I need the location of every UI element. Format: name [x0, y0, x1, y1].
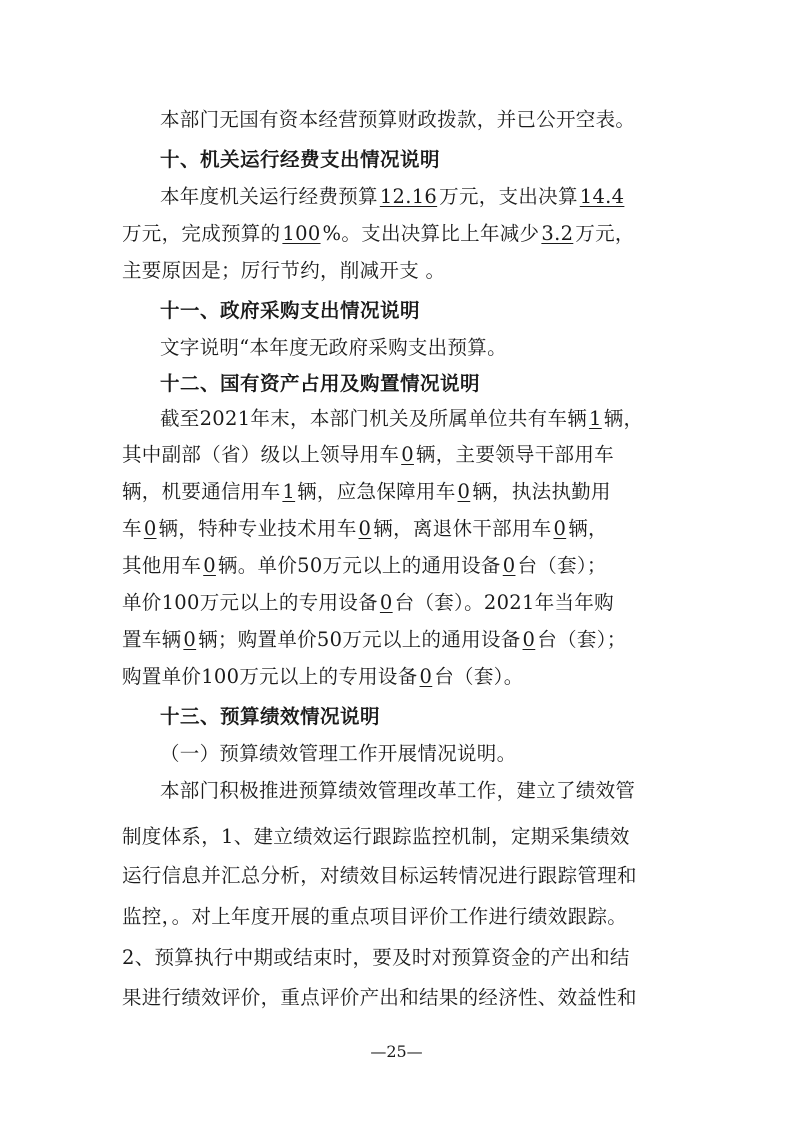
para12-line8: 购置单价100万元以上的专用设备 0 台（套）。 — [122, 665, 524, 688]
para12-line2: 其中副部（省）级以上领导用车 0 辆，主要领导干部用车 — [122, 443, 614, 466]
decrease-value: 3.2 — [541, 222, 574, 245]
para10-line3: 主要原因是；厉行节约，削减开支 。 — [122, 259, 446, 282]
heading-11: 十一、政府采购支出情况说明 — [160, 299, 421, 322]
page-number: —25— — [370, 1042, 423, 1061]
para13-line3: 运行信息并汇总分析，对绩效目标运转情况进行跟踪管理和 — [122, 864, 637, 887]
final-value: 14.4 — [579, 185, 625, 208]
heading-10: 十、机关运行经费支出情况说明 — [160, 148, 441, 171]
para13-line1: 本部门积极推进预算绩效管理改革工作，建立了绩效管 — [160, 779, 636, 802]
para10-line2: 万元，完成预算的 100 %。支出决算比上年减少 3.2 万元， — [122, 222, 635, 245]
paragraph-zero-capital: 本部门无国有资本经营预算财政拨款，并已公开空表。 — [160, 108, 636, 131]
para12-line7: 置车辆 0 辆；购置单价50万元以上的通用设备 0 台（套）； — [122, 628, 627, 651]
para13-line4: 监控，。对上年度开展的重点项目评价工作进行绩效跟踪。 — [122, 905, 628, 928]
percent-value: 100 — [282, 222, 321, 245]
para12-line4: 车 0 辆，特种专业技术用车 0 辆，离退休干部用车 0 辆， — [122, 517, 608, 540]
para12-line6: 单价100万元以上的专用设备 0 台（套）。2021年当年购 — [122, 591, 614, 614]
para13-line6: 果进行绩效评价，重点评价产出和结果的经济性、效益性和 — [122, 986, 637, 1009]
heading-12: 十二、国有资产占用及购置情况说明 — [160, 372, 481, 395]
para12-line5: 其他用车 0 辆。单价50万元以上的通用设备 0 台（套）； — [122, 554, 607, 577]
heading-13: 十三、预算绩效情况说明 — [160, 705, 381, 728]
budget-value: 12.16 — [379, 185, 438, 208]
para13-line2: 制度体系，1、建立绩效运行跟踪监控机制，定期采集绩效 — [122, 825, 630, 848]
para11: 文字说明“本年度无政府采购支出预算。 — [160, 336, 507, 359]
para10-line1: 本年度机关运行经费预算 12.16 万元，支出决算 14.4 — [160, 185, 625, 208]
para12-line1: 截至2021年末，本部门机关及所属单位共有车辆 1 辆， — [160, 407, 644, 430]
para12-line3: 辆，机要通信用车 1 辆，应急保障用车 0 辆，执法执勤用 — [122, 480, 611, 503]
subheading-13-1: （一）预算绩效管理工作开展情况说明。 — [160, 742, 517, 765]
para13-line5: 2、预算执行中期或结束时，要及时对预算资金的产出和结 — [122, 946, 630, 969]
total-vehicles: 1 — [589, 407, 602, 430]
